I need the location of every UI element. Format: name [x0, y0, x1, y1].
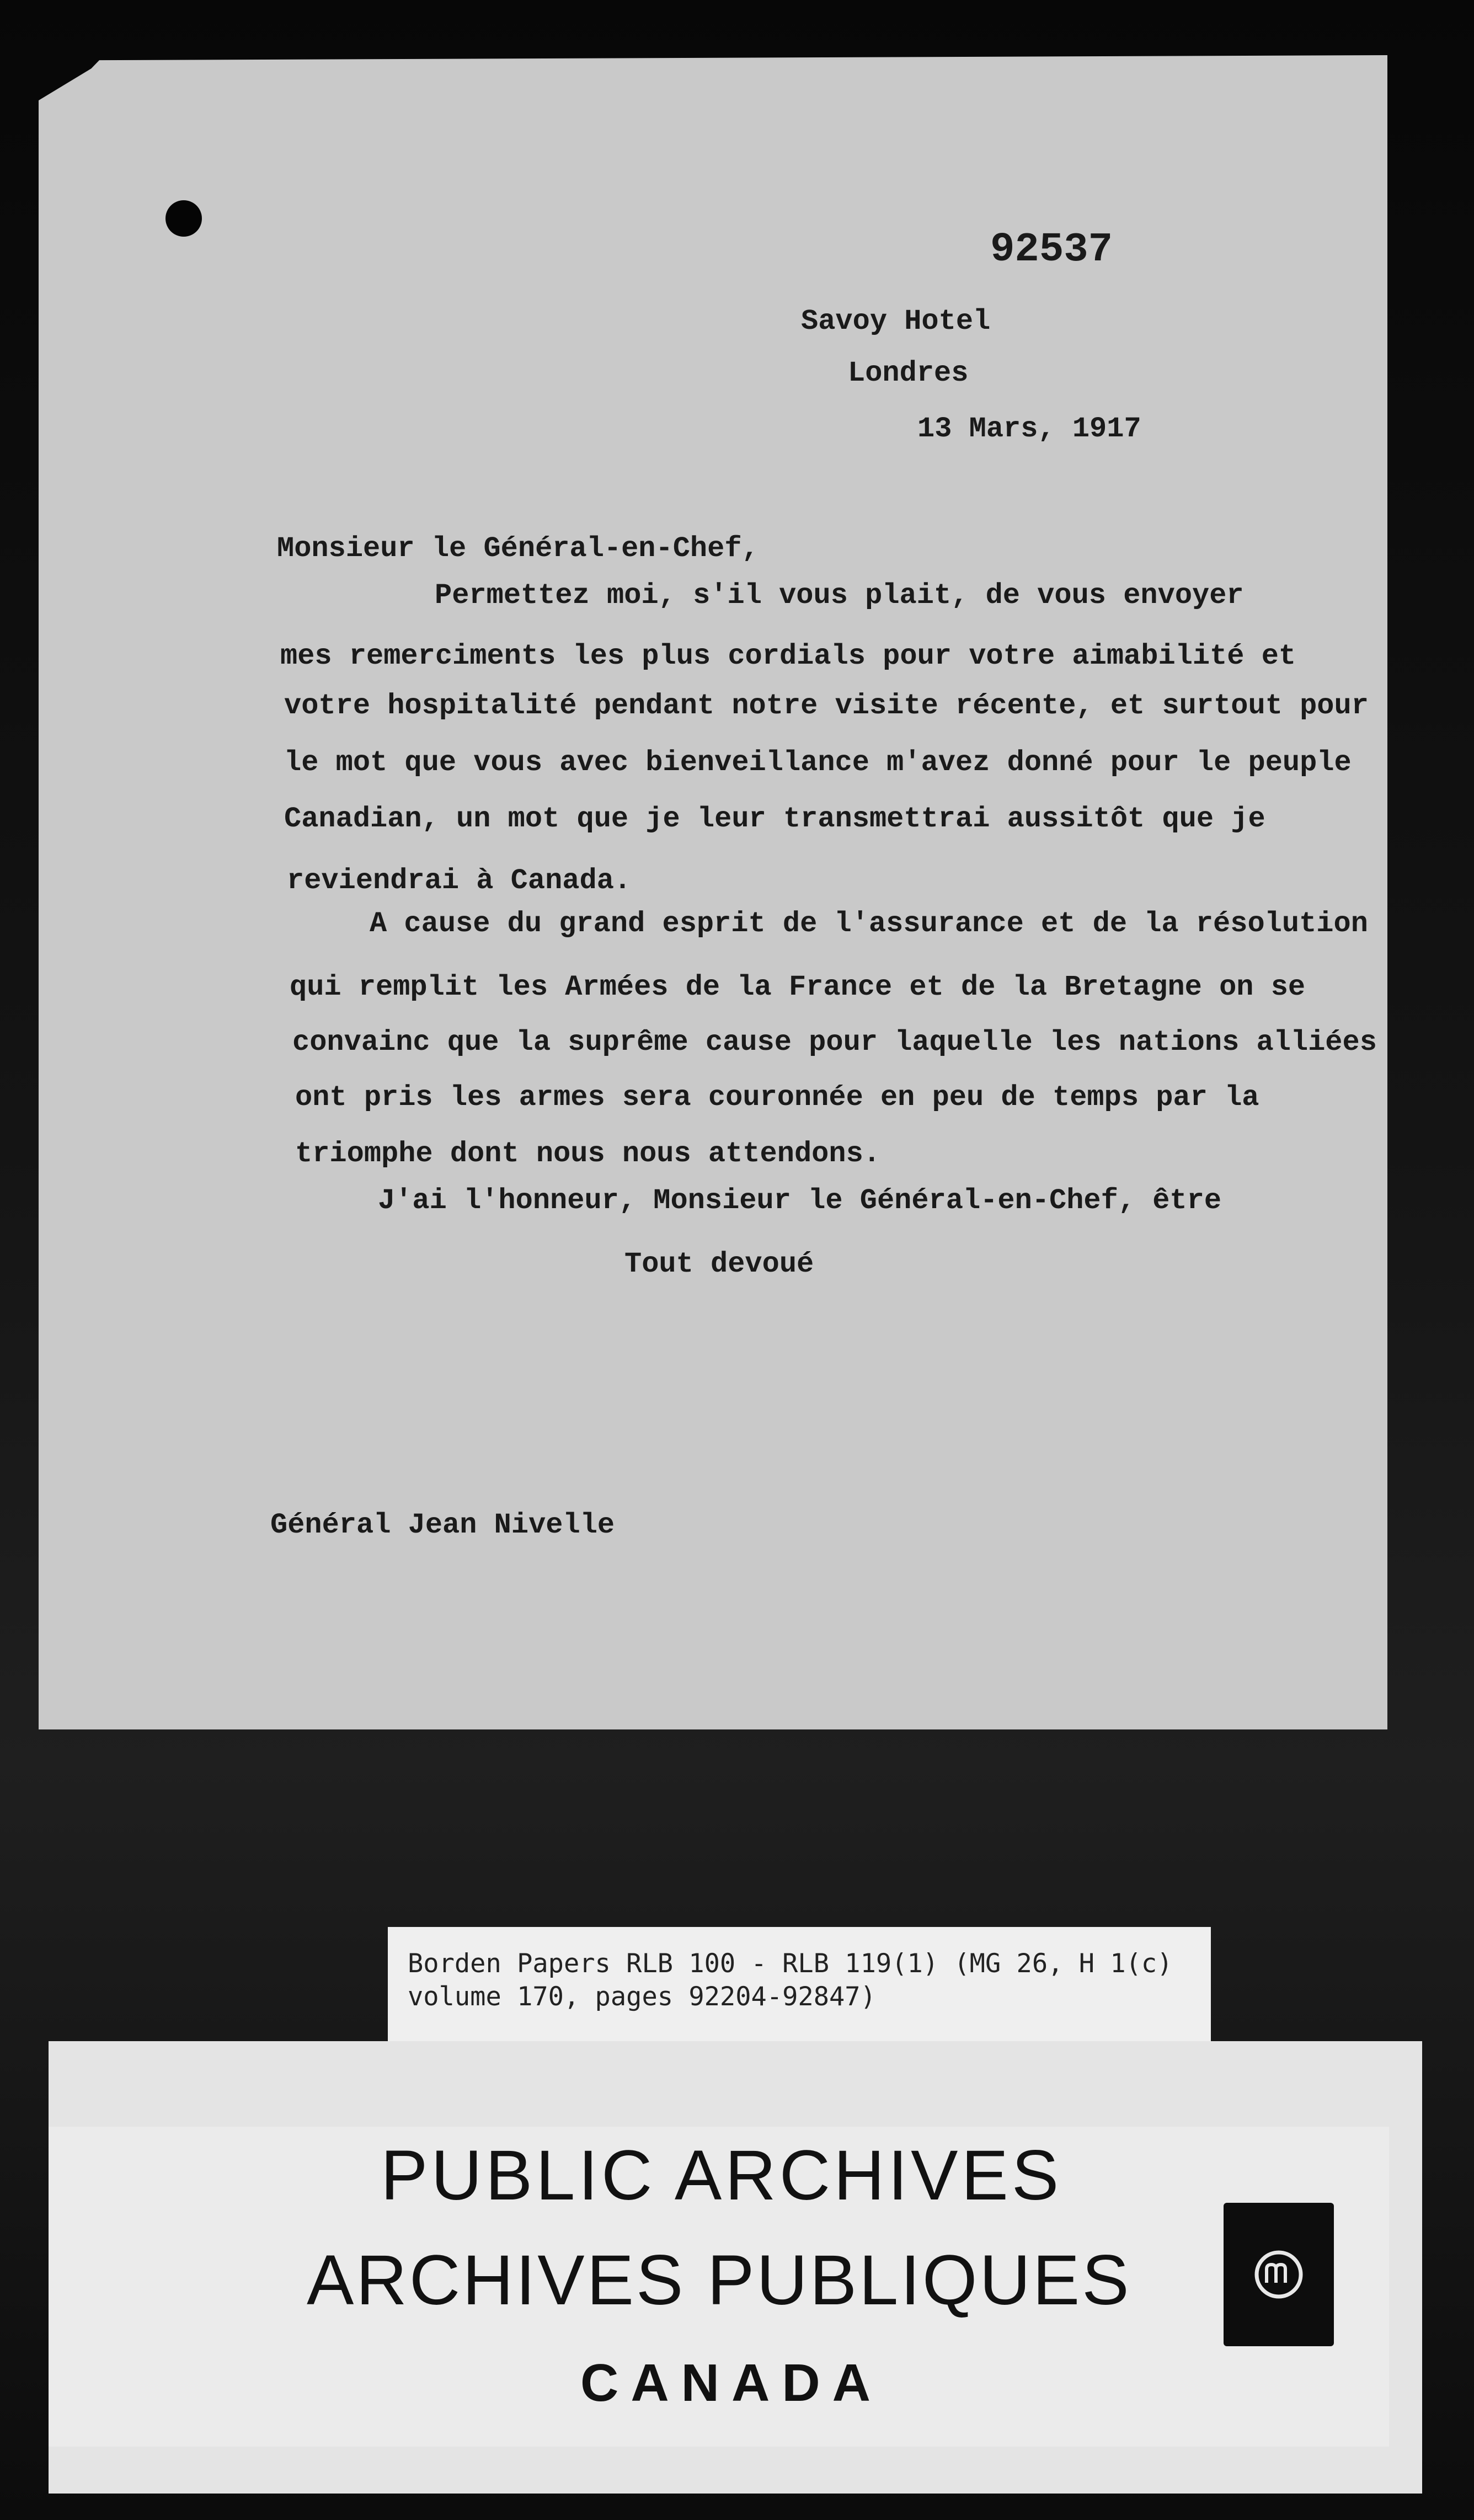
- letter-page: [39, 55, 1387, 1729]
- salutation: Monsieur le Général-en-Chef,: [277, 532, 759, 565]
- body-line: triomphe dont nous nous attendons.: [295, 1138, 880, 1170]
- body-line: mes remerciments les plus cordials pour votre aimabilité et: [280, 640, 1296, 672]
- letter-date: 13 Mars, 1917: [917, 413, 1141, 445]
- archives-logo-icon: [1224, 2203, 1334, 2346]
- sender-address-line: Londres: [848, 357, 969, 389]
- closing-signoff: Tout devoué: [624, 1248, 814, 1280]
- archive-country: CANADA: [580, 2353, 883, 2412]
- body-line: Permettez moi, s'il vous plait, de vous envoyer: [435, 579, 1244, 612]
- closing-line: J'ai l'honneur, Monsieur le Général-en-Chef, être: [378, 1184, 1222, 1217]
- body-line: reviendrai à Canada.: [287, 864, 632, 897]
- catalog-label: [388, 1927, 1211, 2043]
- document-number: 92537: [990, 227, 1113, 273]
- archives-logo-glyph: [1248, 2244, 1309, 2305]
- body-line: le mot que vous avec bienveillance m'avez donné pour le peuple: [284, 746, 1352, 779]
- body-line: votre hospitalité pendant notre visite récente, et surtout pour: [284, 690, 1369, 722]
- addressee: Général Jean Nivelle: [270, 1509, 615, 1541]
- body-line: qui remplit les Armées de la France et de la Bretagne on se: [290, 971, 1306, 1003]
- sender-address-line: Savoy Hotel: [801, 305, 991, 338]
- body-line: convainc que la suprême cause pour laquelle les nations alliées: [292, 1026, 1377, 1059]
- body-line: A cause du grand esprit de l'assurance et de la résolution: [370, 907, 1368, 940]
- catalog-label-line: Borden Papers RLB 100 - RLB 119(1) (MG 26, H 1(c): [408, 1948, 1173, 1979]
- body-line: ont pris les armes sera couronnée en peu de temps par la: [295, 1081, 1259, 1114]
- catalog-label-line: volume 170, pages 92204-92847): [408, 1982, 876, 2012]
- body-line: Canadian, un mot que je leur transmettrai aussitôt que je: [284, 803, 1265, 835]
- archive-title-english: PUBLIC ARCHIVES: [381, 2136, 1062, 2215]
- archive-title-french: ARCHIVES PUBLIQUES: [307, 2241, 1131, 2320]
- punch-hole: [165, 200, 202, 237]
